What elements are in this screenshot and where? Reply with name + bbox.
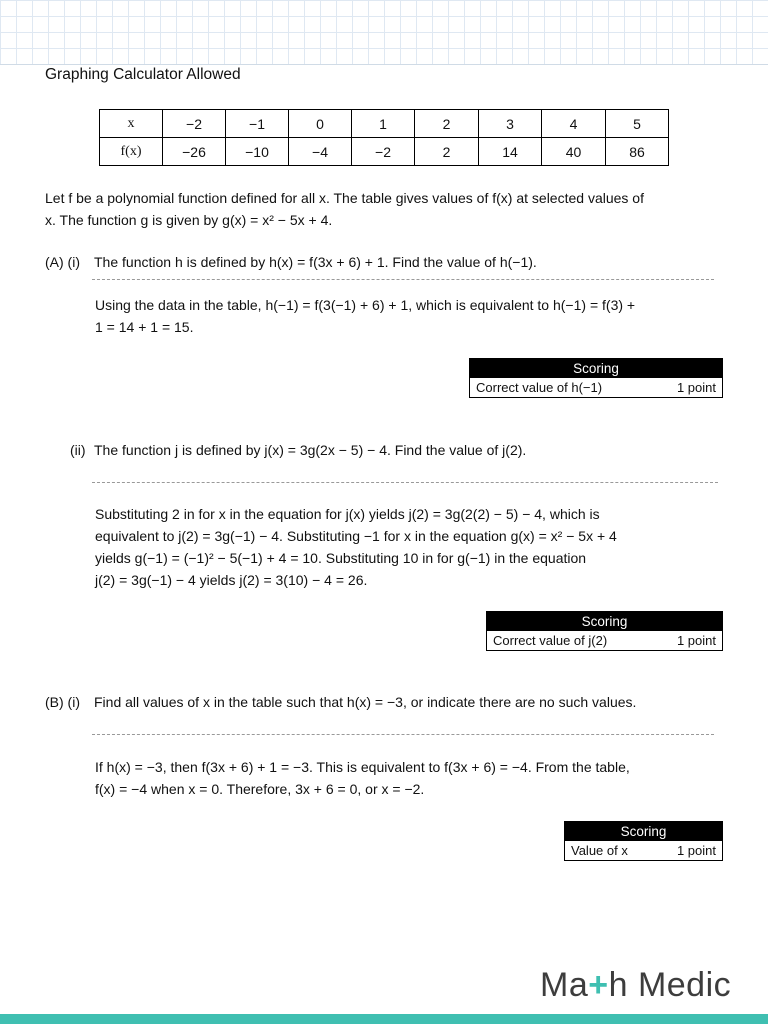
plus-icon: + [588, 966, 609, 1004]
scoring-row [487, 631, 722, 650]
table-cell: 2 [415, 110, 479, 138]
scoring-points: 1 point [676, 380, 716, 395]
table-header-fx: f(x) [100, 138, 163, 166]
solution-line: Using the data in the table, h(−1) = f(3(−1) + 6) + 1, which is equivalent to h(−1) = f(3) + [95, 297, 636, 313]
logo-text-end: h Medic [608, 966, 732, 1004]
dashed-divider [92, 734, 714, 735]
part-a-question-1: The function h is defined by h(x) = f(3x + 6) + 1. Find the value of h(−1). [94, 254, 537, 270]
solution-line: If h(x) = −3, then f(3x + 6) + 1 = −3. This is equivalent to f(3x + 6) = −4. From the table, [95, 759, 630, 775]
table-cell: −2 [352, 138, 415, 166]
table-cell: 5 [606, 110, 669, 138]
intro-line: x. The function g is given by g(x) = x² − 5x + 4. [45, 212, 333, 228]
table-cell: 2 [415, 138, 479, 166]
dashed-divider [92, 279, 714, 280]
table-cell: 0 [289, 110, 352, 138]
scoring-box [486, 611, 723, 651]
table-cell: −1 [226, 110, 289, 138]
table-row [100, 110, 669, 138]
scoring-header: Scoring [565, 822, 722, 841]
scoring-header: Scoring [470, 359, 722, 378]
dashed-divider [92, 482, 718, 483]
values-table [99, 109, 669, 166]
scoring-box [469, 358, 723, 398]
table-cell: −10 [226, 138, 289, 166]
part-a-solution-1 [95, 294, 725, 338]
table-cell: −26 [163, 138, 226, 166]
table-cell: −2 [163, 110, 226, 138]
scoring-row [565, 841, 722, 860]
part-a-question-2: The function j is defined by j(x) = 3g(2x − 5) − 4. Find the value of j(2). [94, 442, 527, 458]
part-b-solution-1 [95, 756, 735, 800]
footer-accent-bar [0, 1014, 768, 1024]
table-row [100, 138, 669, 166]
solution-line: 1 = 14 + 1 = 15. [95, 319, 194, 335]
scoring-item: Correct value of j(2) [493, 633, 608, 648]
intro-text [45, 187, 725, 231]
scoring-header: Scoring [487, 612, 722, 631]
scoring-item: Value of x [571, 843, 628, 858]
table-header-x: x [100, 110, 163, 138]
scoring-points: 1 point [676, 633, 716, 648]
table-cell: 4 [542, 110, 606, 138]
table-cell: 40 [542, 138, 606, 166]
table-cell: 86 [606, 138, 669, 166]
scoring-box [564, 821, 723, 861]
solution-line: Substituting 2 in for x in the equation for j(x) yields j(2) = 3g(2(2) − 5) − 4, which is [95, 506, 600, 522]
table-cell: 1 [352, 110, 415, 138]
scoring-row [470, 378, 722, 397]
intro-line: Let f be a polynomial function defined for all x. The table gives values of f(x) at selected values of [45, 190, 644, 206]
table-cell: 3 [479, 110, 542, 138]
math-medic-logo [540, 966, 731, 1005]
scoring-points: 1 point [676, 843, 716, 858]
logo-text-start: Ma [540, 966, 589, 1004]
scoring-item: Correct value of h(−1) [476, 380, 603, 395]
table-cell: −4 [289, 138, 352, 166]
graph-paper-header [0, 0, 768, 65]
part-b-label: (B) (i) [45, 694, 80, 710]
solution-line: j(2) = 3g(−1) − 4 yields j(2) = 3(10) − 4 = 26. [95, 572, 368, 588]
solution-line: f(x) = −4 when x = 0. Therefore, 3x + 6 = 0, or x = −2. [95, 781, 425, 797]
part-a-label-ii: (ii) [70, 442, 86, 458]
table-cell: 14 [479, 138, 542, 166]
part-a-label: (A) (i) [45, 254, 80, 270]
part-b-question-1: Find all values of x in the table such that h(x) = −3, or indicate there are no such values. [94, 694, 637, 710]
part-a-solution-2 [95, 503, 735, 591]
page-heading: Graphing Calculator Allowed [45, 66, 241, 83]
solution-line: equivalent to j(2) = 3g(−1) − 4. Substituting −1 for x in the equation g(x) = x² − 5x + 4 [95, 528, 617, 544]
solution-line: yields g(−1) = (−1)² − 5(−1) + 4 = 10. Substituting 10 in for g(−1) in the equation [95, 550, 587, 566]
